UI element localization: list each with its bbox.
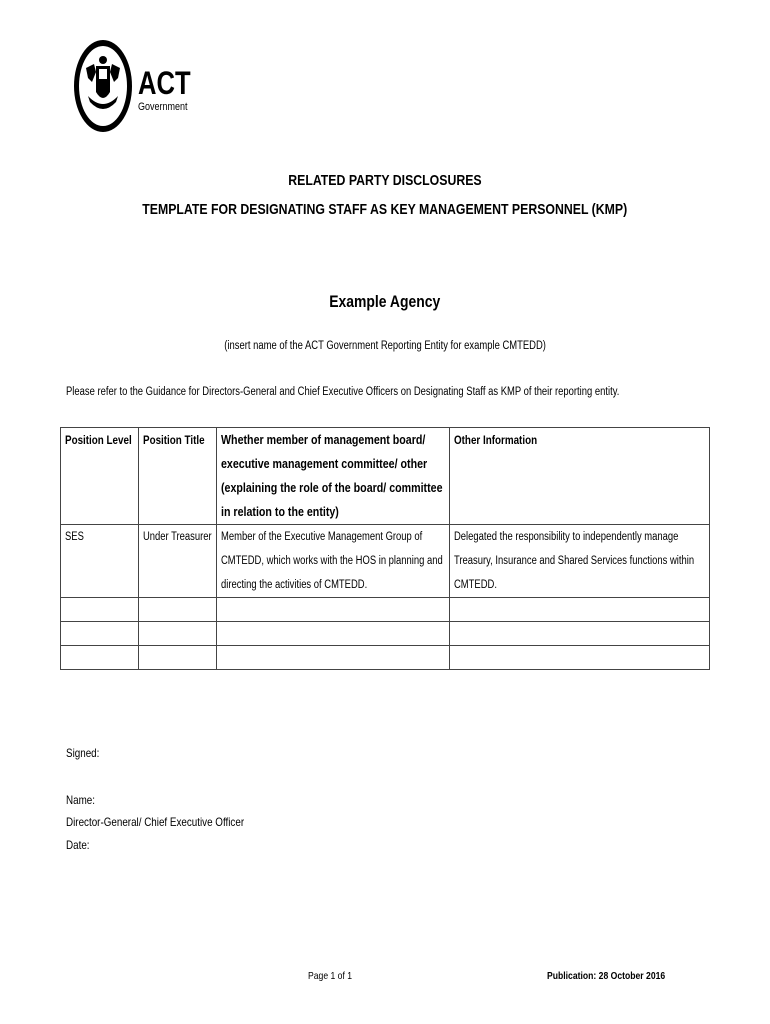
cell-management-membership: Member of the Executive Management Group of CMTEDD, which works with the HOS in planning and directing the activities of CMTEDD.	[217, 525, 450, 598]
table-header-row	[61, 428, 710, 525]
publication-date: Publication: 28 October 2016	[547, 970, 666, 982]
cell-position-level	[61, 598, 139, 622]
act-crest-icon	[72, 38, 197, 134]
cell-other-information	[450, 622, 710, 646]
cell-other-information	[450, 646, 710, 670]
cell-position-title	[139, 646, 217, 670]
cell-other-information: Delegated the responsibility to independently manage Treasury, Insurance and Shared Services functions within CMTEDD.	[450, 525, 710, 598]
table-row	[61, 598, 710, 622]
header-position-title: Position Title	[139, 428, 217, 525]
agency-name: Example Agency	[329, 292, 441, 311]
cell-other-information	[450, 598, 710, 622]
cell-management-membership	[217, 646, 450, 670]
document-subtitle: TEMPLATE FOR DESIGNATING STAFF AS KEY MANAGEMENT PERSONNEL (KMP)	[142, 201, 628, 218]
header-other-information: Other Information	[450, 428, 710, 525]
guidance-reference: Please refer to the Guidance for Directors-General and Chief Executive Officers on Designating Staff as KMP of their reporting entity.	[66, 386, 620, 398]
cell-position-level	[61, 622, 139, 646]
page-number: Page 1 of 1	[308, 970, 353, 982]
document-title: RELATED PARTY DISCLOSURES	[288, 172, 482, 189]
logo-text: ACT	[138, 66, 191, 102]
signed-label: Signed:	[66, 746, 100, 760]
cell-position-level: SES	[61, 525, 139, 598]
cell-management-membership	[217, 598, 450, 622]
table-row	[61, 525, 710, 598]
date-label: Date:	[66, 838, 90, 852]
header-management-membership: Whether member of management board/ executive management committee/ other (explaining the role of the board/ committee in relation to the entity)	[217, 428, 450, 525]
role-label: Director-General/ Chief Executive Officer	[66, 815, 245, 829]
cell-position-level	[61, 646, 139, 670]
cell-position-title	[139, 598, 217, 622]
header-position-level: Position Level	[61, 428, 139, 525]
kmp-table	[60, 427, 710, 670]
cell-management-membership	[217, 622, 450, 646]
insert-note: (insert name of the ACT Government Reporting Entity for example CMTEDD)	[224, 340, 546, 352]
cell-position-title	[139, 622, 217, 646]
logo-subtext: Government	[138, 101, 188, 114]
name-label: Name:	[66, 793, 95, 807]
table-row	[61, 622, 710, 646]
cell-position-title: Under Treasurer	[139, 525, 217, 598]
table-row	[61, 646, 710, 670]
act-government-logo	[72, 38, 197, 134]
